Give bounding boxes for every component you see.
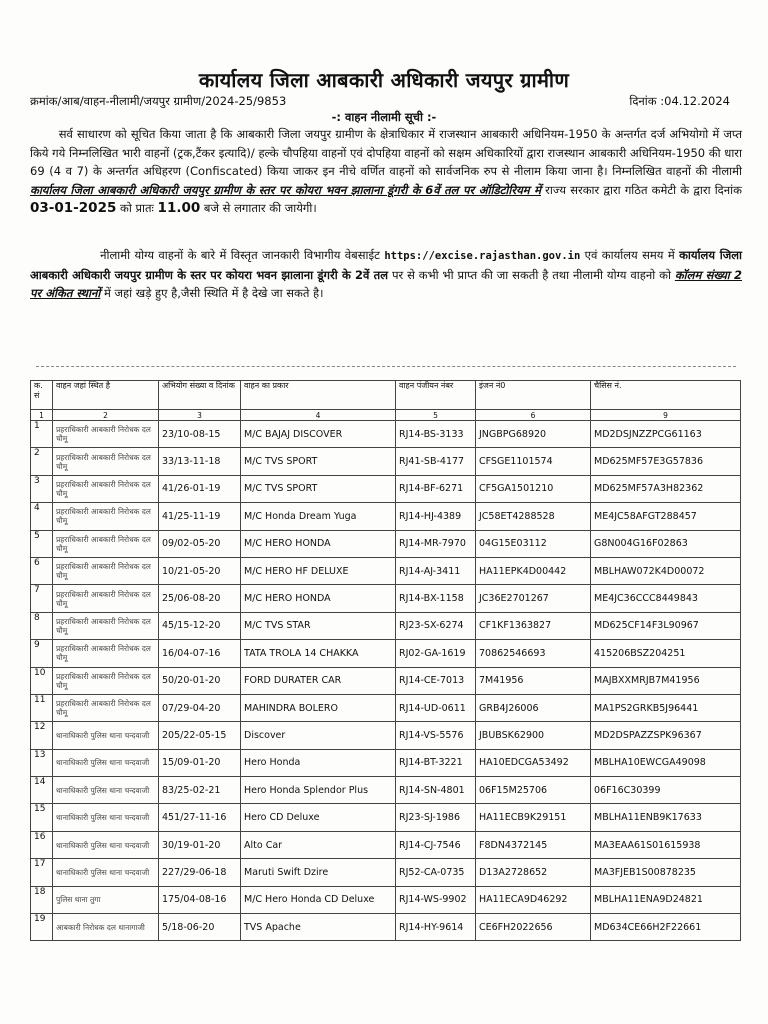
cell-registration: RJ14-CJ-7546 xyxy=(396,831,476,858)
cell-case-number: 07/29-04-20 xyxy=(159,694,241,721)
table-row xyxy=(31,421,741,448)
para2-text-4: में जहां खड़े हुए है,जैसी स्थिति में है देखे जा सकते है। xyxy=(103,286,324,301)
table-row xyxy=(31,667,741,694)
cell-engine: 7M41956 xyxy=(476,667,591,694)
cell-engine: HA10EDCGA53492 xyxy=(476,749,591,776)
cell-serial: 3 xyxy=(31,475,53,502)
cell-location: थानाधिकारी पुलिस थाना चन्दवाजी xyxy=(53,749,159,776)
cell-location: प्रहराधिकारी आबकारी निरोधक दल चौमू xyxy=(53,667,159,694)
cell-serial: 7 xyxy=(31,585,53,612)
cell-location: प्रहराधिकारी आबकारी निरोधक दल चौमू xyxy=(53,475,159,502)
col-number: 1 xyxy=(31,410,53,421)
cell-serial: 17 xyxy=(31,859,53,886)
cell-serial: 14 xyxy=(31,777,53,804)
header-case-number: अभियोग संख्या व दिनांक xyxy=(159,381,241,410)
header-chassis: चैसिस नं. xyxy=(591,381,741,410)
cell-location: पुलिस थाना तुगा xyxy=(53,886,159,913)
cell-case-number: 5/18-06-20 xyxy=(159,914,241,941)
auction-venue: कार्यालय जिला आबकारी अधिकारी जयपुर ग्रामीण के स्तर पर कोयरा भवन झालाना डूंगरी के 6वें तल पर ऑडिटोरियम में xyxy=(30,182,541,197)
notice-paragraph-1 xyxy=(30,125,742,218)
header-registration: वाहन पंजीयन नंबर xyxy=(396,381,476,410)
cell-location: प्रहराधिकारी आबकारी निरोधक दल चौमू xyxy=(53,640,159,667)
cell-engine: HA11ECA9D46292 xyxy=(476,886,591,913)
reference-line xyxy=(30,94,730,109)
cell-chassis: MD2DSJNZZPCG61163 xyxy=(591,421,741,448)
cell-registration: RJ14-HY-9614 xyxy=(396,914,476,941)
cell-serial: 9 xyxy=(31,640,53,667)
table-row xyxy=(31,530,741,557)
cell-case-number: 41/25-11-19 xyxy=(159,503,241,530)
table-row xyxy=(31,831,741,858)
cell-registration: RJ14-SN-4801 xyxy=(396,777,476,804)
inspection-office: कार्यालय जिला आबकारी अधिकारी जयपुर ग्रामीण के स्तर पर कोयरा भवन झालाना डूंगरी के 2वें तल xyxy=(30,248,743,282)
table-row xyxy=(31,914,741,941)
cell-vehicle-type: TVS Apache xyxy=(241,914,396,941)
cell-registration: RJ14-BS-3133 xyxy=(396,421,476,448)
cell-serial: 5 xyxy=(31,530,53,557)
col-number: 2 xyxy=(53,410,159,421)
cell-registration: RJ14-WS-9902 xyxy=(396,886,476,913)
auction-time: 11.00 xyxy=(157,200,201,217)
cell-chassis: MBLHA11ENB9K17633 xyxy=(591,804,741,831)
cell-serial: 10 xyxy=(31,667,53,694)
cell-vehicle-type: M/C TVS STAR xyxy=(241,612,396,639)
cell-chassis: MA3FJEB1S00878235 xyxy=(591,859,741,886)
para1-text-4: बजे से लगातार की जायेगी। xyxy=(203,201,317,216)
header-serial: क. सं xyxy=(31,381,53,410)
notice-paragraph-2 xyxy=(30,246,742,303)
cell-case-number: 15/09-01-20 xyxy=(159,749,241,776)
cell-serial: 12 xyxy=(31,722,53,749)
cell-serial: 19 xyxy=(31,914,53,941)
cell-vehicle-type: M/C Honda Dream Yuga xyxy=(241,503,396,530)
list-subtitle: -: वाहन नीलामी सूची :- xyxy=(331,110,437,124)
table-row xyxy=(31,886,741,913)
cell-vehicle-type: Hero Honda xyxy=(241,749,396,776)
notice-date: दिनांक :04.12.2024 xyxy=(629,94,730,108)
cell-registration: RJ14-UD-0611 xyxy=(396,694,476,721)
cell-chassis: 06F16C30399 xyxy=(591,777,741,804)
header-location: वाहन जहां स्थित है xyxy=(53,381,159,410)
table-row xyxy=(31,557,741,584)
table-body xyxy=(31,421,741,941)
col-number: 4 xyxy=(241,410,396,421)
cell-vehicle-type: FORD DURATER CAR xyxy=(241,667,396,694)
cell-chassis: MBLHA10EWCGA49098 xyxy=(591,749,741,776)
website-link[interactable]: https://excise.rajasthan.gov.in xyxy=(384,250,581,262)
cell-vehicle-type: M/C TVS SPORT xyxy=(241,448,396,475)
para2-text-3: पर से कभी भी प्राप्त की जा सकती है तथा नीलामी योग्य वाहनो को xyxy=(391,267,671,282)
cell-chassis: MAJBXXMRJB7M41956 xyxy=(591,667,741,694)
cell-serial: 15 xyxy=(31,804,53,831)
cell-location: आबकारी निरोधक दल थानागाजी xyxy=(53,914,159,941)
cell-case-number: 41/26-01-19 xyxy=(159,475,241,502)
auction-date: 03-01-2025 xyxy=(30,200,117,217)
cell-location: थानाधिकारी पुलिस थाना चन्दवाजी xyxy=(53,722,159,749)
table-row xyxy=(31,722,741,749)
cell-engine: HA11ECB9K29151 xyxy=(476,804,591,831)
cell-location: प्रहराधिकारी आबकारी निरोधक दल चौमू xyxy=(53,421,159,448)
cell-vehicle-type: M/C HERO HONDA xyxy=(241,585,396,612)
cell-chassis: MBLHA11ENA9D24821 xyxy=(591,886,741,913)
col-number: 6 xyxy=(476,410,591,421)
cell-engine: JBUBSK62900 xyxy=(476,722,591,749)
cell-engine: HA11EPK4D00442 xyxy=(476,557,591,584)
cell-registration: RJ14-CE-7013 xyxy=(396,667,476,694)
cell-vehicle-type: Hero Honda Splendor Plus xyxy=(241,777,396,804)
cell-registration: RJ41-SB-4177 xyxy=(396,448,476,475)
table-row xyxy=(31,612,741,639)
para1-text-3: को प्रातः xyxy=(120,201,154,216)
cell-location: प्रहराधिकारी आबकारी निरोधक दल चौमू xyxy=(53,530,159,557)
table-row xyxy=(31,804,741,831)
cell-engine: CF1KF1363827 xyxy=(476,612,591,639)
cell-case-number: 25/06-08-20 xyxy=(159,585,241,612)
cell-engine: 06F15M25706 xyxy=(476,777,591,804)
header-engine: इंजन नं0 xyxy=(476,381,591,410)
cell-case-number: 10/21-05-20 xyxy=(159,557,241,584)
cell-case-number: 83/25-02-21 xyxy=(159,777,241,804)
cell-chassis: MD634CE66H2F22661 xyxy=(591,914,741,941)
cell-serial: 8 xyxy=(31,612,53,639)
cell-vehicle-type: TATA TROLA 14 CHAKKA xyxy=(241,640,396,667)
table-row xyxy=(31,859,741,886)
col-number: 3 xyxy=(159,410,241,421)
cell-vehicle-type: Maruti Swift Dzire xyxy=(241,859,396,886)
cell-chassis: MD625MF57E3G57836 xyxy=(591,448,741,475)
cell-location: थानाधिकारी पुलिस थाना चन्दवाजी xyxy=(53,804,159,831)
cell-registration: RJ14-BT-3221 xyxy=(396,749,476,776)
cell-vehicle-type: M/C TVS SPORT xyxy=(241,475,396,502)
cell-vehicle-type: Hero CD Deluxe xyxy=(241,804,396,831)
table-row xyxy=(31,585,741,612)
cell-engine: GRB4J26006 xyxy=(476,694,591,721)
cell-registration: RJ52-CA-0735 xyxy=(396,859,476,886)
cell-vehicle-type: MAHINDRA BOLERO xyxy=(241,694,396,721)
cell-registration: RJ14-HJ-4389 xyxy=(396,503,476,530)
cell-serial: 13 xyxy=(31,749,53,776)
cell-registration: RJ23-SX-6274 xyxy=(396,612,476,639)
cell-registration: RJ14-BF-6271 xyxy=(396,475,476,502)
cell-chassis: MD2DSPAZZSPK96367 xyxy=(591,722,741,749)
cell-chassis: ME4JC58AFGT288457 xyxy=(591,503,741,530)
cell-location: थानाधिकारी पुलिस थाना चन्दवाजी xyxy=(53,831,159,858)
table-row xyxy=(31,448,741,475)
column-reference: कॉलम संख्या 2 पर अंकित स्थानों xyxy=(30,267,742,301)
table-row xyxy=(31,694,741,721)
cell-engine: 04G15E03112 xyxy=(476,530,591,557)
cell-registration: RJ14-AJ-3411 xyxy=(396,557,476,584)
table-row xyxy=(31,503,741,530)
cell-vehicle-type: M/C Hero Honda CD Deluxe xyxy=(241,886,396,913)
cell-location: प्रहराधिकारी आबकारी निरोधक दल चौमू xyxy=(53,557,159,584)
cell-vehicle-type: Discover xyxy=(241,722,396,749)
cell-chassis: MD625MF57A3H82362 xyxy=(591,475,741,502)
table-header-row xyxy=(31,381,741,410)
cell-location: थानाधिकारी पुलिस थाना चन्दवाजी xyxy=(53,777,159,804)
cell-registration: RJ14-VS-5576 xyxy=(396,722,476,749)
cell-chassis: G8N004G16F02863 xyxy=(591,530,741,557)
header-vehicle-type: वाहन का प्रकार xyxy=(241,381,396,410)
col-number: 5 xyxy=(396,410,476,421)
cell-serial: 18 xyxy=(31,886,53,913)
cell-engine: JC36E2701267 xyxy=(476,585,591,612)
cell-case-number: 227/29-06-18 xyxy=(159,859,241,886)
cell-case-number: 16/04-07-16 xyxy=(159,640,241,667)
separator-line xyxy=(36,366,736,367)
cell-case-number: 33/13-11-18 xyxy=(159,448,241,475)
cell-engine: CF5GA1501210 xyxy=(476,475,591,502)
cell-engine: 70862546693 xyxy=(476,640,591,667)
cell-chassis: ME4JC36CCC8449843 xyxy=(591,585,741,612)
table-row xyxy=(31,640,741,667)
cell-chassis: MBLHAW072K4D00072 xyxy=(591,557,741,584)
cell-location: थानाधिकारी पुलिस थाना चन्दवाजी xyxy=(53,859,159,886)
cell-engine: F8DN4372145 xyxy=(476,831,591,858)
cell-chassis: MD625CF14F3L90967 xyxy=(591,612,741,639)
cell-case-number: 30/19-01-20 xyxy=(159,831,241,858)
table-row xyxy=(31,777,741,804)
table-row xyxy=(31,475,741,502)
cell-engine: D13A2728652 xyxy=(476,859,591,886)
office-title: कार्यालय जिला आबकारी अधिकारी जयपुर ग्रामीण xyxy=(198,68,570,92)
cell-vehicle-type: M/C BAJAJ DISCOVER xyxy=(241,421,396,448)
para2-text-2: एवं कार्यालय समय में xyxy=(584,248,675,262)
cell-chassis: 415206BSZ204251 xyxy=(591,640,741,667)
cell-case-number: 451/27-11-16 xyxy=(159,804,241,831)
cell-registration: RJ14-MR-7970 xyxy=(396,530,476,557)
cell-registration: RJ23-SJ-1986 xyxy=(396,804,476,831)
cell-serial: 6 xyxy=(31,557,53,584)
cell-serial: 2 xyxy=(31,448,53,475)
cell-case-number: 175/04-08-16 xyxy=(159,886,241,913)
cell-serial: 11 xyxy=(31,694,53,721)
cell-case-number: 50/20-01-20 xyxy=(159,667,241,694)
cell-vehicle-type: M/C HERO HONDA xyxy=(241,530,396,557)
cell-case-number: 09/02-05-20 xyxy=(159,530,241,557)
cell-location: प्रहराधिकारी आबकारी निरोधक दल चौमू xyxy=(53,585,159,612)
cell-serial: 1 xyxy=(31,421,53,448)
cell-serial: 16 xyxy=(31,831,53,858)
column-number-row xyxy=(31,410,741,421)
reference-number: क्रमांक/आब/वाहन-नीलामी/जयपुर ग्रामीण/2024-25/9853 xyxy=(30,94,287,108)
cell-serial: 4 xyxy=(31,503,53,530)
cell-case-number: 205/22-05-15 xyxy=(159,722,241,749)
cell-location: प्रहराधिकारी आबकारी निरोधक दल चौमू xyxy=(53,612,159,639)
cell-engine: JNGBPG68920 xyxy=(476,421,591,448)
cell-location: प्रहराधिकारी आबकारी निरोधक दल चौमू xyxy=(53,694,159,721)
cell-case-number: 45/15-12-20 xyxy=(159,612,241,639)
cell-case-number: 23/10-08-15 xyxy=(159,421,241,448)
cell-registration: RJ02-GA-1619 xyxy=(396,640,476,667)
cell-vehicle-type: Alto Car xyxy=(241,831,396,858)
para1-text-1: सर्व साधारण को सूचित किया जाता है कि आबकारी जिला जयपुर ग्रामीण के क्षेत्राधिकार में राजस्थान आबकारी अधिनियम-1950 के अन्तर्गत दर्ज अभियोगो में जप्त किये गये निम्नलिखित भारी वाहनों (ट्रक,टैंकर इत्यादि)/ हल्के चौपहिया वाहनों एवं दोपहिया वाहनों को सक्षम अधिकारियों द्वारा राजस्थान आबकारी अधिनियम-1950 की धारा 69 (4 व 7) के अन्तर्गत अधिहरण (Confiscated) किया जाकर इन नीचे वर्णित वाहनों को सार्वजनिक रुप से नीलाम किया जाना है। निम्नलिखित वाहनों की नीलामी xyxy=(30,127,743,179)
cell-registration: RJ14-BX-1158 xyxy=(396,585,476,612)
vehicle-auction-table xyxy=(30,380,741,941)
cell-engine: JC58ET4288528 xyxy=(476,503,591,530)
cell-engine: CFSGE1101574 xyxy=(476,448,591,475)
cell-chassis: MA3EAA61S01615938 xyxy=(591,831,741,858)
cell-location: प्रहराधिकारी आबकारी निरोधक दल चौमू xyxy=(53,448,159,475)
table-row xyxy=(31,749,741,776)
para1-text-2: राज्य सरकार द्वारा गठित कमेटी के द्वारा दिनांक xyxy=(545,182,742,197)
col-number: 9 xyxy=(591,410,741,421)
cell-location: प्रहराधिकारी आबकारी निरोधक दल चौमू xyxy=(53,503,159,530)
cell-vehicle-type: M/C HERO HF DELUXE xyxy=(241,557,396,584)
cell-engine: CE6FH2022656 xyxy=(476,914,591,941)
cell-chassis: MA1PS2GRKB5J96441 xyxy=(591,694,741,721)
para2-text-1: नीलामी योग्य वाहनों के बारे में विस्तृत जानकारी विभागीय वेबसाईट xyxy=(100,248,380,262)
